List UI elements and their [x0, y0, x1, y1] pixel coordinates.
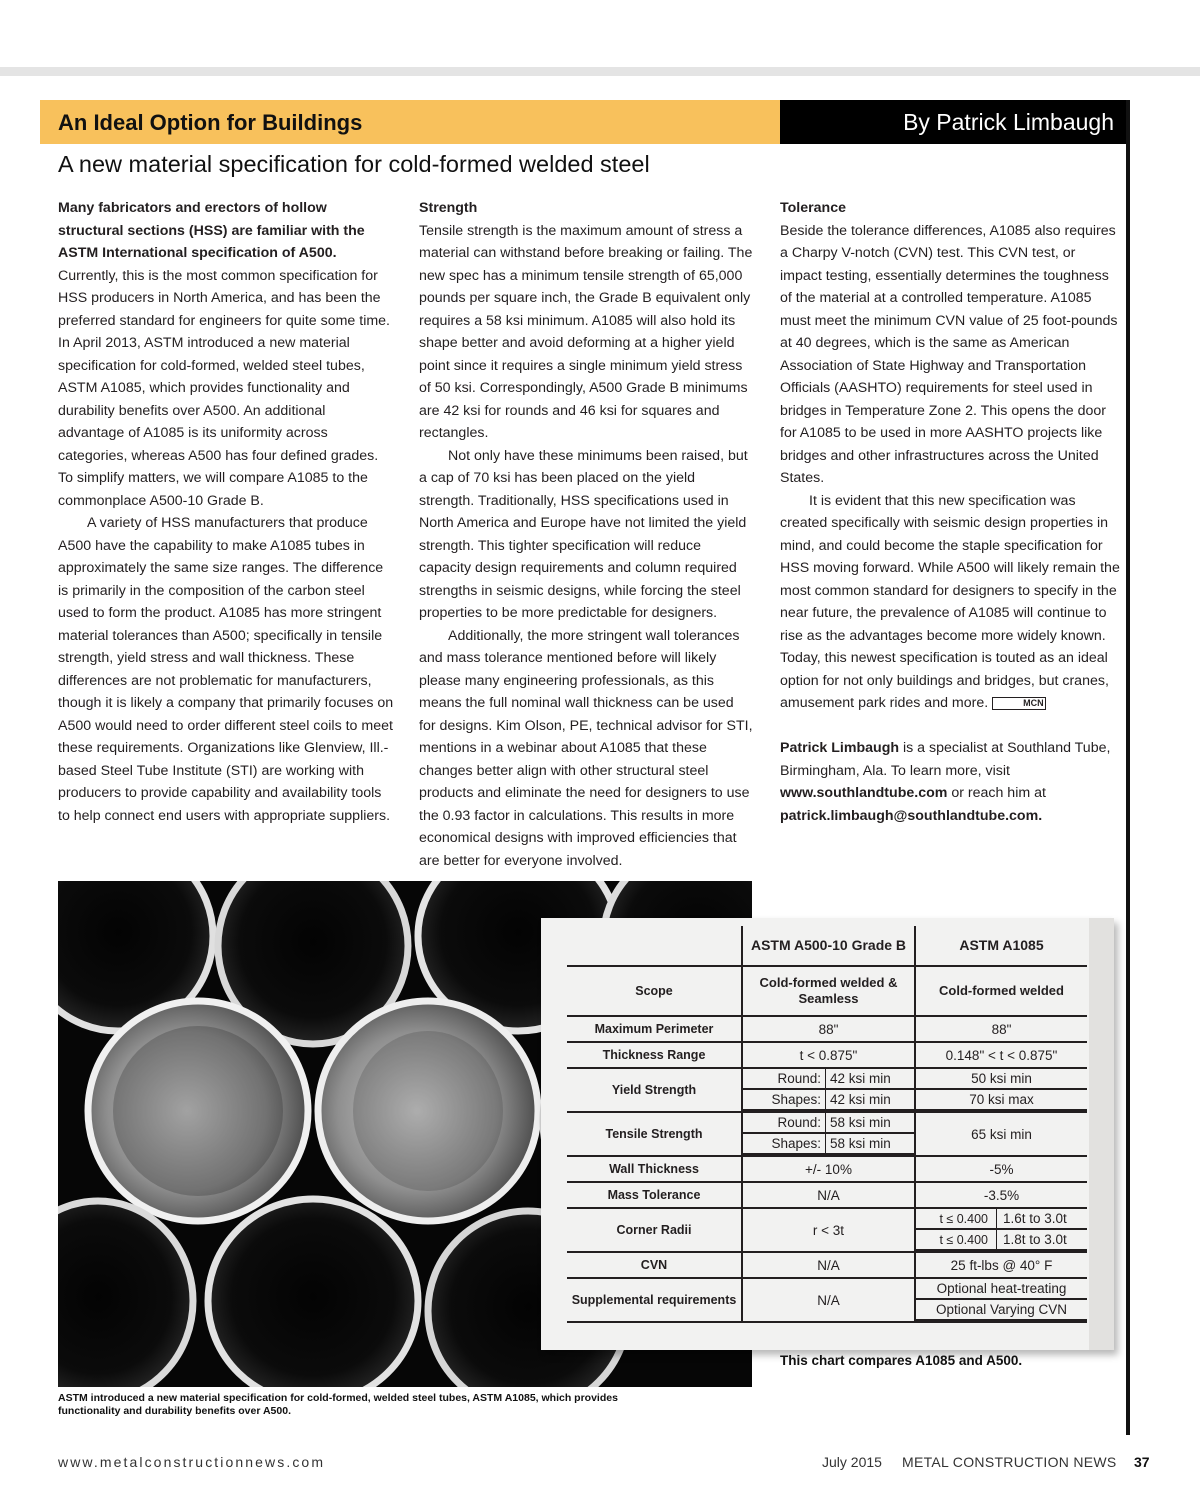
- website-link[interactable]: www.southlandtube.com: [780, 785, 948, 801]
- article-subtitle: A new material specification for cold-formed welded steel: [58, 151, 650, 177]
- cell: r < 3t: [742, 1208, 915, 1252]
- article-header: [40, 100, 1130, 144]
- col-header-a1085: ASTM A1085: [959, 937, 1044, 953]
- lead-in: Many fabricators and erectors of hollow structural sections (HSS) are familiar with the ASTM International specification of A500.: [58, 200, 365, 261]
- cell: Cold-formed welded: [939, 983, 1064, 998]
- table-row: [567, 1042, 1087, 1068]
- row-label: Yield Strength: [567, 1068, 742, 1112]
- footer-magazine: METAL CONSTRUCTION NEWS: [902, 1454, 1117, 1470]
- chart-shade: [1089, 918, 1114, 1350]
- paragraph: Beside the tolerance differences, A1085 also requires a Charpy V-notch (CVN) test. This CVN test, or impact testing, essentially determines the toughness of the material at a controlled temperature. A1085 must meet the minimum CVN value of 25 foot-pounds at 40 degrees, which is the same as American Association of State Highway and Transportation Officials (AASHTO) requirements for steel used in bridges in Temperature Zone 2. This opens the door for A1085 to be used in more AASHTO projects like bridges and other infrastructures across the United States.: [780, 222, 1118, 486]
- end-mark-icon: MCN: [992, 697, 1046, 710]
- paragraph: A variety of HSS manufacturers that produce A500 have the capability to make A1085 tubes in approximately the same size ranges. The difference is primarily in the composition of the carbon steel used to form the product. A1085 has more stringent material tolerances than A500; specifically in tensile strength, yield stress and wall thickness. These differences are not problematic for manufacturers, though it is likely a company that primarily focuses on A500 would need to order different steel coils to meet these requirements. Organizations like Glenview, Ill.-based Steel Tube Institute (STI) are working with producers to provide capability and availability tools to help connect end users with appropriate suppliers.: [58, 515, 394, 824]
- section-heading: Tolerance: [780, 200, 846, 216]
- table-caption: This chart compares A1085 and A500.: [780, 1353, 1023, 1368]
- paragraph: Additionally, the more stringent wall tolerances and mass tolerance mentioned before will likely please many engineering professionals, as this means the full nominal wall thickness can be used for designs. Kim Olson, PE, technical advisor for STI, mentions in a webinar about A1085 that these changes better align with other structural steel products and eliminate the need for designers to use the 0.93 factor in calculations. This results in more economical designs with improved efficiencies that are better for everyone involved.: [419, 627, 753, 869]
- paragraph: Not only have these minimums been raised, but a cap of 70 ksi has been placed on the yield strength. Traditionally, HSS specifications used in North America and Europe have not limited the yield strength. This tighter specification will reduce capacity design requirements and column required strengths in seismic designs, while forcing the steel properties to be more predictable for designers.: [419, 447, 748, 621]
- row-label: Tensile Strength: [567, 1112, 742, 1156]
- cell: Cold-formed welded & Seamless: [742, 966, 915, 1016]
- paragraph: It is evident that this new specification was created specifically with seismic design properties in mind, and could become the staple specification for HSS moving forward. While A500 will likely remain the most common standard for designers to specify in the near future, the prevalence of A1085 will continue to rise as the advantages become more widely known. Today, this newest specification is touted as an ideal option for not only buildings and bridges, but cranes, amusement park rides and more. MCN: [780, 492, 1120, 711]
- table-row: [567, 1182, 1087, 1208]
- email-link[interactable]: patrick.limbaugh@southlandtube.com: [780, 807, 1039, 824]
- comparison-table: [567, 926, 1087, 1323]
- table-row: [567, 1156, 1087, 1182]
- col-header-a500: ASTM A500-10 Grade B: [742, 926, 915, 966]
- cell: +/- 10%: [742, 1156, 915, 1182]
- row-label: Scope: [567, 966, 742, 1016]
- table-row: [567, 1112, 1087, 1156]
- photo-caption: ASTM introduced a new material specification for cold-formed, welded steel tubes, ASTM A1085, which provides functionality and durability benefits over A500.: [58, 1392, 618, 1417]
- cell: t < 0.875": [742, 1042, 915, 1068]
- table-corner: [567, 926, 742, 966]
- table-row: [567, 1252, 1087, 1278]
- row-label: CVN: [567, 1252, 742, 1278]
- row-label: Maximum Perimeter: [567, 1016, 742, 1042]
- row-label: Corner Radii: [567, 1208, 742, 1252]
- cell: 25 ft-lbs @ 40° F: [950, 1257, 1053, 1273]
- cell: Round: 42 ksi min Shapes: 42 ksi min: [742, 1068, 915, 1112]
- table-row: [567, 966, 1087, 1016]
- paragraph: Tensile strength is the maximum amount of stress a material can withstand before breaking or failing. The new spec has a minimum tensile strength of 65,000 pounds per square inch, the Grade B equivalent only requires a 58 ksi minimum. A1085 will also hold its shape better and avoid deforming at a higher yield point since it requires a single minimum yield stress of 50 ksi. Correspondingly, A500 Grade B minimums are 42 ksi for rounds and 46 ksi for squares and rectangles.: [419, 222, 753, 441]
- column-2: [419, 197, 754, 872]
- table-row: [567, 1208, 1087, 1252]
- row-label: Mass Tolerance: [567, 1182, 742, 1208]
- footer-website[interactable]: www.metalconstructionnews.com: [58, 1454, 326, 1470]
- cell: N/A: [742, 1278, 915, 1322]
- cell: 88": [742, 1016, 915, 1042]
- top-band: [0, 67, 1200, 76]
- table-row: [567, 1068, 1087, 1112]
- cell: -3.5%: [983, 1187, 1020, 1203]
- row-label: Thickness Range: [567, 1042, 742, 1068]
- author-bio: Patrick Limbaugh is a specialist at Southland Tube, Birmingham, Ala. To learn more, visit www.southlandtube.com or reach him at patrick.limbaugh@southlandtube.com.: [780, 740, 1111, 824]
- table-row: [567, 1016, 1087, 1042]
- cell: N/A: [742, 1252, 915, 1278]
- paragraph: Many fabricators and erectors of hollow structural sections (HSS) are familiar with the ASTM International specification of A500. Currently, this is the most common specification for HSS producers in North America, and has been the preferred standard for engineers for quite some time. In April 2013, ASTM introduced a new material specification for cold-formed, welded steel tubes, ASTM A1085, which provides functionality and durability benefits over A500. An additional advantage of A1085 is its uniformity across categories, whereas A500 has four defined grades. To simplify matters, we will compare A1085 to the commonplace A500-10 Grade B.: [58, 200, 390, 509]
- row-label: Supplemental requirements: [567, 1278, 742, 1322]
- byline: By Patrick Limbaugh: [780, 100, 1130, 144]
- row-label: Wall Thickness: [567, 1156, 742, 1182]
- table-header-row: [567, 926, 1087, 966]
- column-3: [780, 197, 1120, 827]
- cell: N/A: [742, 1182, 915, 1208]
- page-number: 37: [1134, 1454, 1150, 1470]
- section-heading: Strength: [419, 200, 478, 216]
- cell: 50 ksi min 70 ksi max: [915, 1068, 1087, 1112]
- cell: t ≤ 0.400 1.6t to 3.0t t ≤ 0.400 1.8t to 3.0t: [915, 1208, 1087, 1252]
- cell: Round: 58 ksi min Shapes: 58 ksi min: [742, 1112, 915, 1156]
- cell: 0.148" < t < 0.875": [945, 1047, 1058, 1063]
- cell: -5%: [989, 1161, 1014, 1177]
- table-row: [567, 1278, 1087, 1322]
- cell: Optional heat-treating Optional Varying CVN: [915, 1278, 1087, 1322]
- spacer: [780, 715, 1120, 738]
- frame-rule: [1126, 100, 1130, 1435]
- author-name: Patrick Limbaugh: [780, 740, 900, 756]
- footer-date: July 2015: [822, 1454, 882, 1470]
- column-1: [58, 197, 394, 827]
- cell: 88": [991, 1021, 1012, 1037]
- cell: 65 ksi min: [971, 1126, 1032, 1142]
- section-title: An Ideal Option for Buildings: [40, 100, 780, 144]
